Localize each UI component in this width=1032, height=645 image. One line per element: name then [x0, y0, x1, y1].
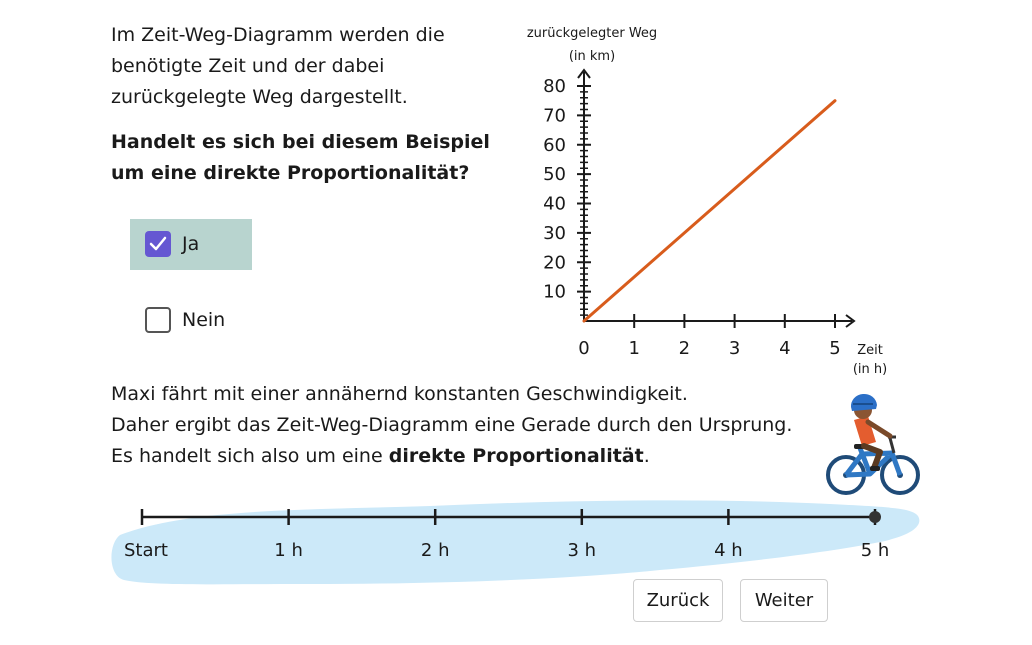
timeline-label: 2 h	[420, 540, 450, 561]
explanation	[111, 379, 831, 472]
x-tick-label: 3	[728, 338, 741, 359]
x-tick-label: 0	[578, 338, 590, 359]
explanation-line-3	[111, 441, 831, 472]
x-tick-label: 4	[779, 338, 791, 359]
y-tick-label: 20	[543, 252, 566, 274]
timeline-label: Start	[124, 540, 168, 561]
x-tick-label: 1	[628, 338, 640, 359]
x-tick-label: 2	[678, 338, 691, 359]
y-tick-label: 50	[543, 164, 566, 186]
explanation-line-3-prefix: Es handelt sich also um eine	[111, 445, 389, 467]
y-tick-label: 60	[543, 134, 566, 156]
option-ja[interactable]	[130, 219, 252, 270]
y-tick-label: 10	[543, 281, 566, 303]
timeline-label: 1 h	[274, 540, 303, 561]
distance-time-chart	[500, 20, 900, 380]
chart-xlabel-line2: (in h)	[852, 362, 888, 377]
timeline	[100, 480, 930, 592]
chart-xlabel-line1: Zeit	[857, 343, 883, 358]
timeline-label: 5 h	[860, 540, 890, 561]
timeline-band	[111, 500, 919, 584]
question-text: Handelt es sich bei diesem Beispiel um eine direkte Proportionalität?	[111, 131, 490, 184]
timeline-label: 4 h	[714, 540, 743, 561]
y-tick-label: 30	[543, 222, 566, 244]
chart-ylabel-line2: (in km)	[568, 49, 616, 64]
option-nein-label: Nein	[182, 309, 226, 331]
option-ja-label: Ja	[182, 233, 200, 255]
y-tick-label: 40	[543, 193, 566, 215]
series-line	[584, 101, 835, 321]
timeline-position-marker	[869, 511, 881, 523]
option-nein[interactable]	[130, 295, 252, 346]
x-tick-label: 5	[829, 338, 841, 359]
timeline-label: 3 h	[567, 540, 597, 561]
checkbox-checked-icon[interactable]	[145, 231, 171, 257]
chart-ylabel-line1: zurückgelegter Weg	[526, 26, 658, 41]
intro-text: Im Zeit-Weg-Diagramm werden die benötigte Zeit und der dabei zurückgelegte Weg dargestellt.	[111, 24, 445, 108]
y-tick-label: 80	[543, 76, 566, 97]
back-button[interactable]: Zurück	[633, 579, 723, 622]
explanation-highlight: direkte Proportionalität	[388, 445, 644, 467]
next-button[interactable]: Weiter	[740, 579, 828, 622]
explanation-line-1: Maxi fährt mit einer annähernd konstanten Geschwindigkeit.	[111, 383, 688, 405]
checkbox-unchecked-icon[interactable]	[145, 307, 171, 333]
explanation-line-2: Daher ergibt das Zeit-Weg-Diagramm eine Gerade durch den Ursprung.	[111, 414, 793, 436]
y-tick-label: 70	[543, 105, 566, 127]
explanation-line-3-suffix: .	[643, 445, 650, 467]
